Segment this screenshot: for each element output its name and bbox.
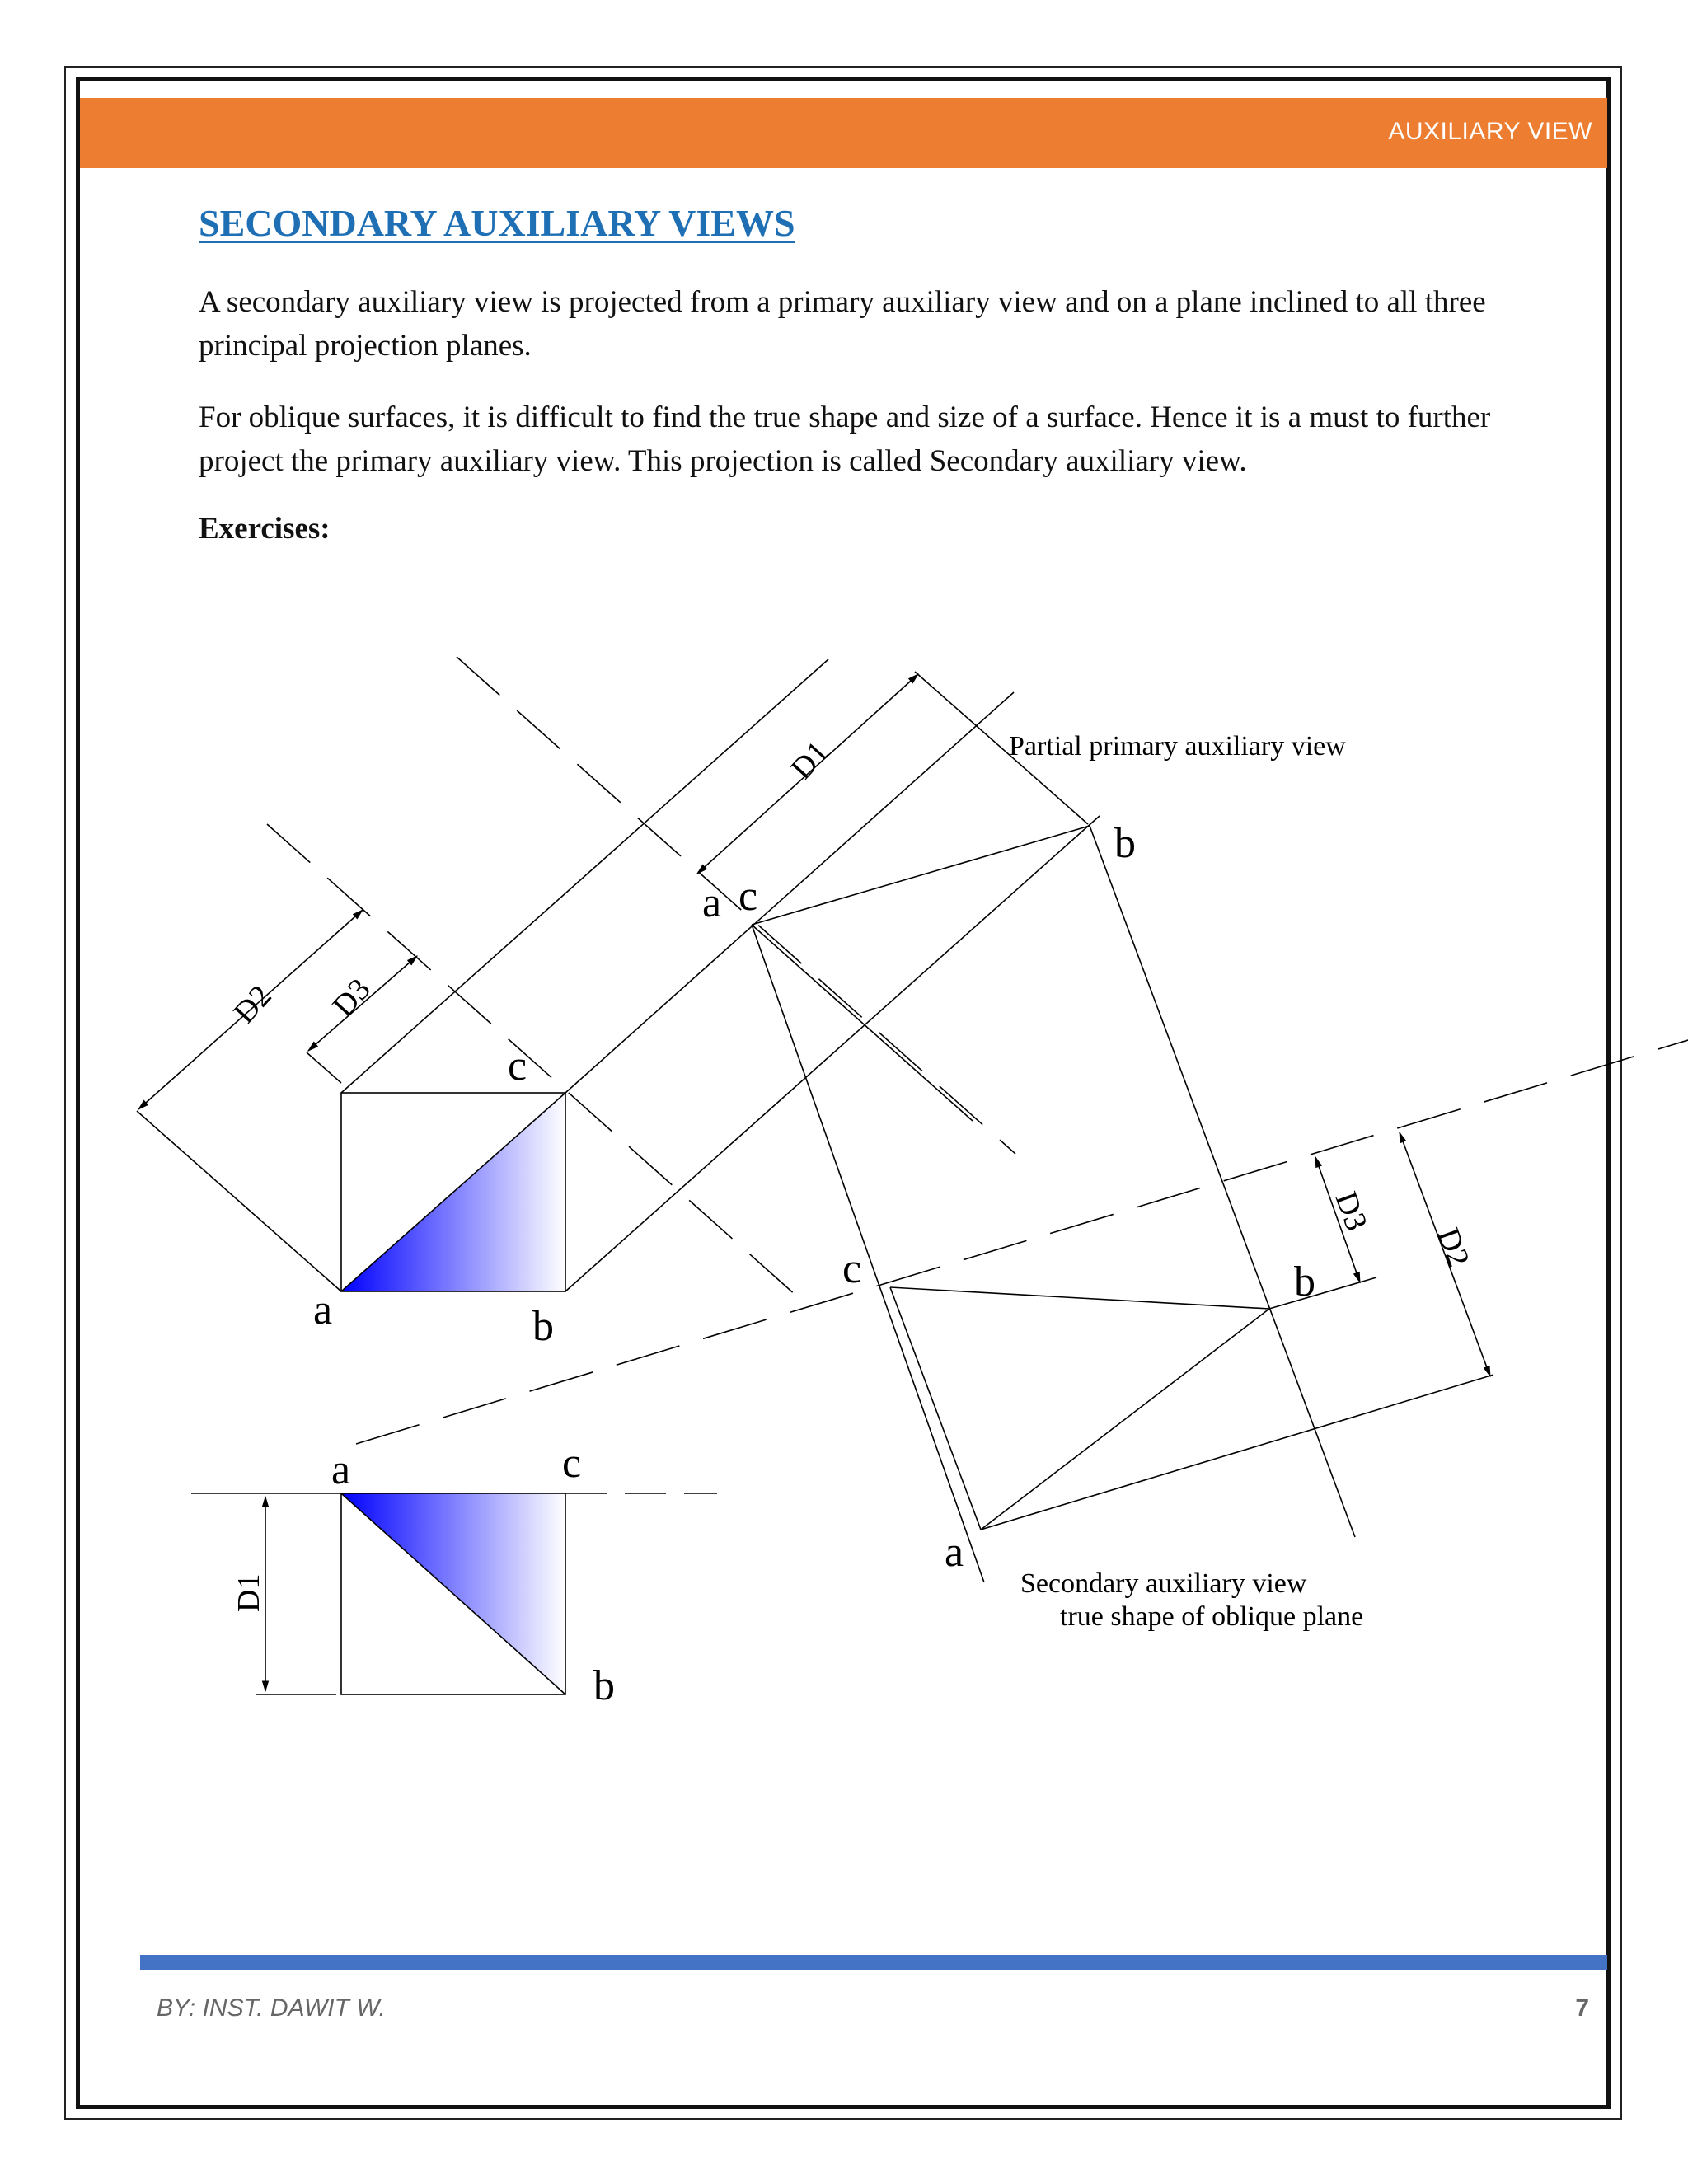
- footer-author: BY: INST. DAWIT W.: [157, 1994, 386, 2022]
- secondary-aux-c-a: [890, 1287, 981, 1530]
- dim-label-d2-left: D2: [227, 978, 279, 1031]
- d2-secondary-extension: [981, 1375, 1493, 1530]
- caption-primary-aux: Partial primary auxiliary view: [1009, 731, 1346, 762]
- projector-lower-right: [565, 816, 1100, 1291]
- label-secondary-a: a: [945, 1529, 964, 1576]
- exercises-label: Exercises:: [199, 512, 331, 546]
- label-top-a: a: [331, 1446, 351, 1493]
- label-primary-c: c: [738, 873, 758, 920]
- d3-extension: [307, 1052, 341, 1083]
- dim-label-d1-top: D1: [784, 734, 836, 787]
- label-front-c: c: [508, 1043, 528, 1090]
- dim-label-d3-right: D3: [1328, 1187, 1374, 1235]
- paragraph-1: A secondary auxiliary view is projected from a primary auxiliary view and on a plane inclined to all three principal projection planes.: [199, 285, 1486, 363]
- page-title: SECONDARY AUXILIARY VIEWS: [199, 202, 795, 244]
- dim-label-d3-left: D3: [326, 972, 377, 1024]
- label-front-a: a: [313, 1286, 333, 1333]
- projector-b: [1090, 826, 1355, 1537]
- secondary-aux-c-b: [890, 1287, 1269, 1309]
- label-primary-a: a: [702, 879, 722, 926]
- primary-aux-ac-to-b: [752, 826, 1090, 925]
- primary-reference-line-upper: [457, 657, 1015, 1154]
- projector-a: [752, 925, 984, 1582]
- footer-bar: [140, 1955, 1607, 1970]
- caption-secondary-aux-line2: true shape of oblique plane: [1060, 1601, 1364, 1632]
- label-top-c: c: [562, 1440, 582, 1487]
- paragraph-2: For oblique surfaces, it is difficult to find the true shape and size of a surface. Hence it is a must to further project the primary auxiliary view. This projection is called Secondary auxiliary view.: [199, 401, 1491, 478]
- label-secondary-c: c: [842, 1245, 862, 1292]
- dim-label-d1-lower: D1: [232, 1573, 266, 1612]
- secondary-aux-b-a: [981, 1309, 1269, 1530]
- page-number: 7: [1575, 1994, 1589, 2022]
- label-top-b: b: [593, 1662, 615, 1709]
- dim-label-d2-right: D2: [1430, 1223, 1476, 1272]
- header-section-label: AUXILIARY VIEW: [1388, 118, 1592, 145]
- label-primary-b: b: [1114, 820, 1136, 867]
- label-secondary-b: b: [1294, 1258, 1315, 1305]
- label-front-b: b: [532, 1303, 554, 1350]
- d2-extension: [137, 1111, 341, 1291]
- primary-aux-ac-projector: [752, 925, 973, 1121]
- caption-secondary-aux-line1: Secondary auxiliary view: [1020, 1568, 1307, 1599]
